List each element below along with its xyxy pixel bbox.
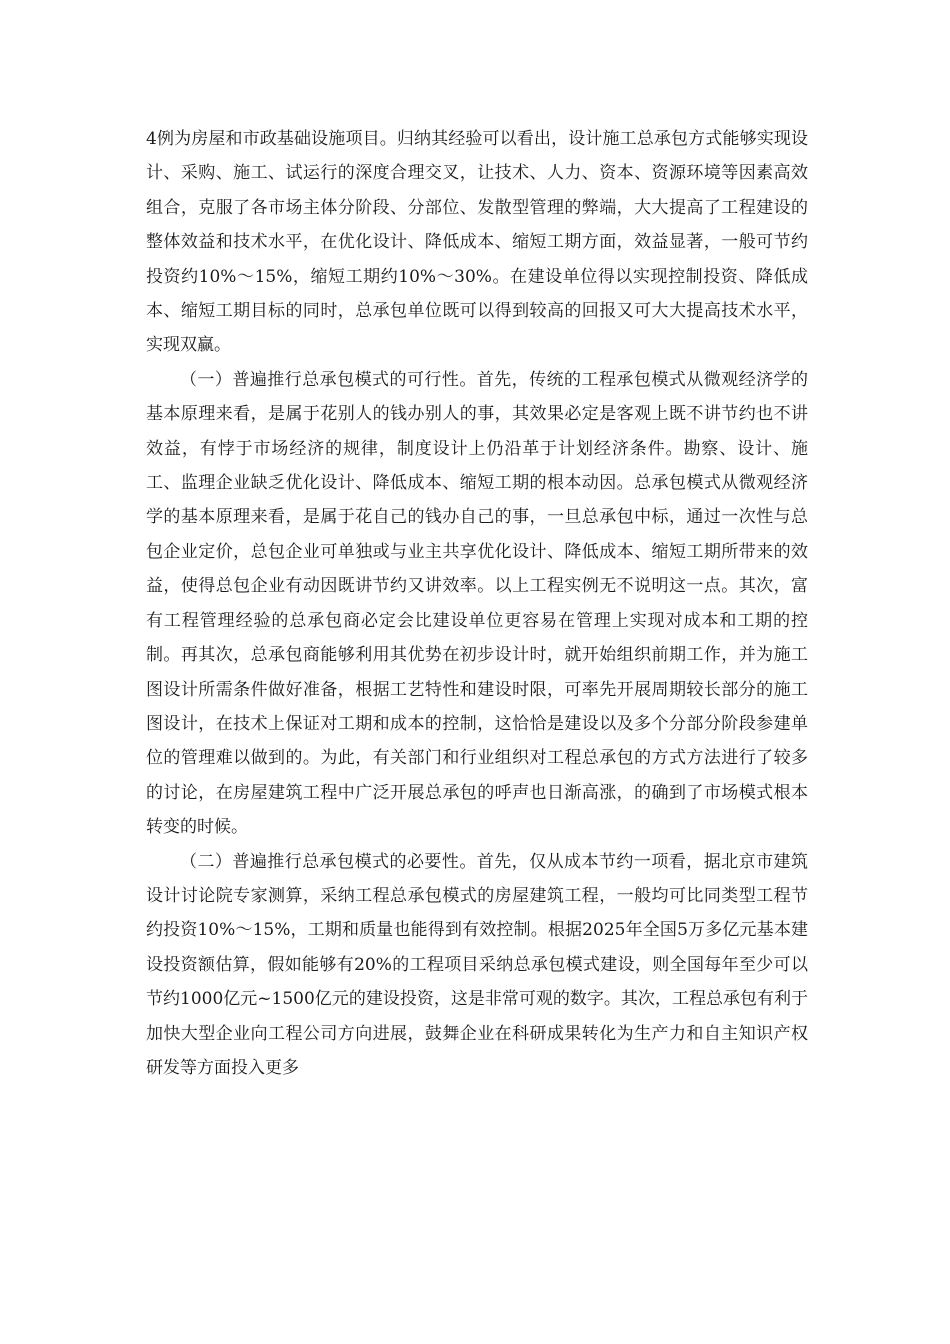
paragraph-continuation: 4例为房屋和市政基础设施项目。归纳其经验可以看出，设计施工总承包方式能够实现设计、采购、施工、试运行的深度合理交叉，让技术、人力、资本、资源环境等因素高效组合，克服了各市场主体分阶段、分部位、发散型管理的弊端，大大提高了工程建设的整体效益和技术水平，在优化设计、降低成本、缩短工期方面，效益显著，一般可节约投资约10%～15%，缩短工期约10%～30%。在建设单位得以实现控制投资、降低成本、缩短工期目标的同时，总承包单位既可以得到较高的回报又可大大提高技术水平，实现双赢。 <box>146 129 808 356</box>
paragraph-feasibility: （一）普遍推行总承包模式的可行性。首先，传统的工程承包模式从微观经济学的基本原理来看，是属于花别人的钱办别人的事，其效果必定是客观上既不讲节约也不讲效益，有悖于市场经济的规律，制度设计上仍沿革于计划经济条件。勘察、设计、施工、监理企业缺乏优化设计、降低成本、缩短工期的根本动因。总承包模式从微观经济学的基本原理来看，是属于花自己的钱办自己的事，一旦总承包中标，通过一次性与总包企业定价，总包企业可单独或与业主共享优化设计、降低成本、缩短工期所带来的效益，使得总包企业有动因既讲节约又讲效率。以上工程实例无不说明这一点。其次，富有工程管理经验的总承包商必定会比建设单位更容易在管理上实现对成本和工期的控制。再其次，总承包商能够利用其优势在初步设计时，就开始组织前期工作，并为施工图设计所需条件做好准备，根据工艺特性和建设时限，可率先开展周期较长部分的施工图设计，在技术上保证对工期和成本的控制，这恰恰是建设以及多个分部分阶段参建单位的管理难以做到的。为此，有关部门和行业组织对工程总承包的方式方法进行了较多的讨论，在房屋建筑工程中广泛开展总承包的呼声也日渐高涨，的确到了市场模式根本转变的时候。 <box>146 369 808 838</box>
paragraph-necessity: （二）普遍推行总承包模式的必要性。首先，仅从成本节约一项看，据北京市建筑设计讨论院专家测算，采纳工程总承包模式的房屋建筑工程，一般均可比同类型工程节约投资10%～15%，工期和质量也能得到有效控制。根据2025年全国5万多亿元基本建设投资额估算，假如能够有20%的工程项目采纳总承包模式建设，则全国每年至少可以节约1000亿元~1500亿元的建设投资，这是非常可观的数字。其次，工程总承包有利于加快大型企业向工程公司方向进展，鼓舞企业在科研成果转化为生产力和自主知识产权研发等方面投入更多 <box>146 851 808 1078</box>
document-body <box>146 122 808 1085</box>
